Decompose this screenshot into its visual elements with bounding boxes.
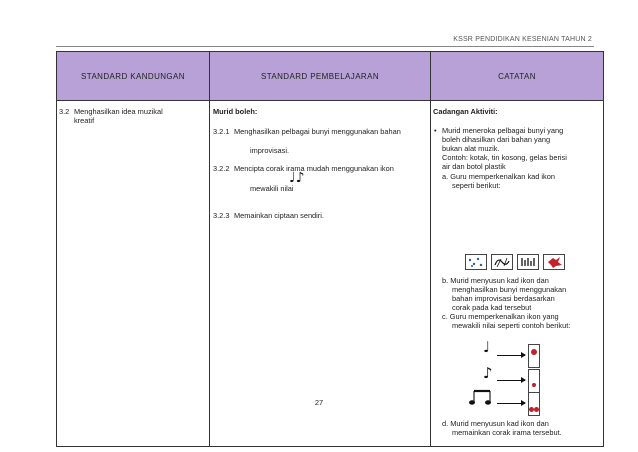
item-text-cont: mewakili nilai [250,184,294,193]
catatan-title: Cadangan Aktiviti: [433,107,498,116]
column-header-catatan: CATATAN [431,52,604,101]
kandungan-number: 3.2 [59,107,70,116]
scatter-dots-icon [466,255,486,269]
red-splash-icon [544,255,564,269]
quarter-note-icon: ♩ [483,338,491,356]
icon-cards-row [465,254,565,270]
catatan-line: Murid meneroka pelbagai bunyi yang [442,126,564,135]
icon-card-dots [465,254,487,270]
item-number: 3.2.3 [213,211,230,220]
catatan-line: memainkan corak irama tersebut. [452,428,562,437]
pembelajaran-intro: Murid boleh: [213,107,258,116]
catatan-line: a. Guru memperkenalkan kad ikon [442,172,555,181]
icon-card-one-ball [528,344,540,368]
document-header: KSSR PENDIDIKAN KESENIAN TAHUN 2 [453,36,592,43]
kandungan-text: Menghasilkan idea muzikal [74,107,163,116]
arrow-icon [497,355,525,356]
catatan-line: Contoh: kotak, tin kosong, gelas berisi [442,153,567,162]
catatan-line: b. Murid menyusun kad ikon dan [442,276,549,285]
table-header-row [57,52,604,101]
icon-card-swirl [491,254,513,270]
catatan-line: bahan improvisasi berdasarkan [452,294,555,303]
eighth-note-icon: ♪ [483,364,493,382]
catatan-line: d. Murid menyusun kad ikon dan [442,419,549,428]
icon-card-small-ball [528,369,540,393]
item-number: 3.2.1 [213,127,230,136]
swirl-icon [492,255,512,269]
catatan-line: air dan botol plastik [442,162,506,171]
table-row [57,101,604,447]
column-header-pembelajaran: STANDARD PEMBELAJARAN [210,52,431,101]
kandungan-text-cont: kreatif [74,116,95,125]
curriculum-table [56,51,604,447]
catatan-line: mewakili nilai seperti contoh berikut: [452,321,571,330]
icon-card-lines [517,254,539,270]
item-text: Mencipta corak irama mudah menggunakan ikon [234,164,394,173]
catatan-line: bukan alat muzik. [442,144,500,153]
kandungan-cell [57,101,210,447]
catatan-line: seperti berikut: [452,181,501,190]
catatan-line: menghasilkan bunyi menggunakan [452,285,567,294]
item-text: Menghasilkan pelbagai bunyi menggunakan bahan [234,127,401,136]
column-header-kandungan: STANDARD KANDUNGAN [57,52,210,101]
catatan-line: boleh dihasilkan dari bahan yang [442,135,551,144]
ball-icon [531,349,537,355]
header-rule [56,46,594,47]
catatan-line: c. Guru memperkenalkan ikon yang [442,312,559,321]
item-text: Memainkan ciptaan sendiri. [234,211,324,220]
icon-card-splash [543,254,565,270]
item-number: 3.2.2 [213,164,230,173]
quarter-note-icon: ♩♪ [289,170,305,186]
ball-icon [534,407,539,412]
item-text-cont: improvisasi. [250,146,290,155]
catatan-line: corak pada kad tersebut [452,303,532,312]
vertical-lines-icon [518,255,538,269]
page-number: 27 [314,398,324,407]
ball-icon [532,383,536,387]
catatan-cell [431,101,604,447]
arrow-icon [497,380,525,381]
bullet-icon: • [434,126,437,135]
pembelajaran-cell [210,101,431,447]
